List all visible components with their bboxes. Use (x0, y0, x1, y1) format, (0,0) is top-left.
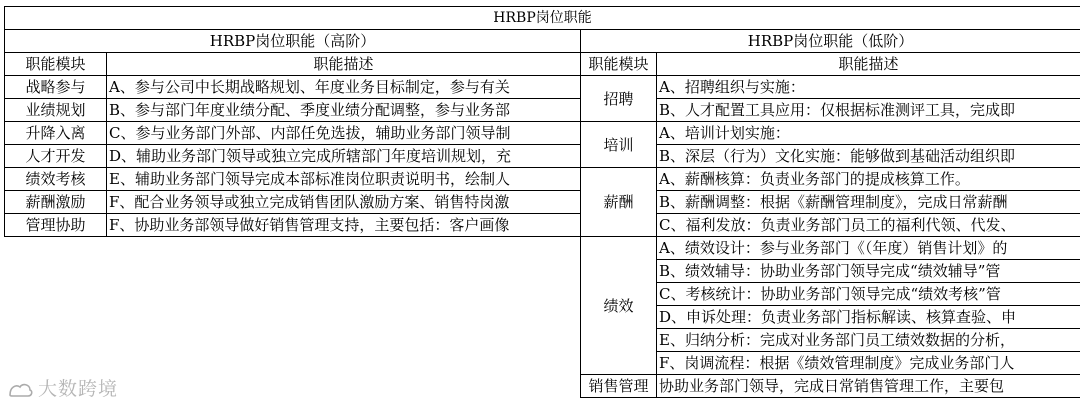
high-desc-cell: B、参与部门年度业绩分配、季度业绩分配调整，参与业务部 (107, 99, 581, 122)
hrbp-table (4, 6, 1080, 398)
low-col-module-header: 职能模块 (581, 53, 657, 76)
high-desc-cell: F、协助业务部领导做好销售管理支持，主要包括：客户画像 (107, 214, 581, 237)
low-module-cell: 绩效 (581, 237, 657, 375)
low-module-cell: 销售管理 (581, 375, 657, 398)
table-title: HRBP岗位职能 (5, 7, 1080, 30)
low-section-title: HRBP岗位职能（低阶） (581, 30, 1080, 53)
watermark-logo-icon (8, 381, 34, 399)
low-desc-cell: B、人才配置工具应用：仅根据标准测评工具，完成即 (657, 99, 1080, 122)
high-col-module-header: 职能模块 (5, 53, 107, 76)
low-module-cell: 薪酬 (581, 168, 657, 237)
high-desc-cell: A、参与公司中长期战略规划、年度业务目标制定，参与有关 (107, 76, 581, 99)
low-col-desc-header: 职能描述 (657, 53, 1080, 76)
high-col-desc-header: 职能描述 (107, 53, 581, 76)
high-module-cell: 管理协助 (5, 214, 107, 237)
low-desc-cell: C、考核统计：协助业务部门领导完成“绩效考核”管 (657, 283, 1080, 306)
low-desc-cell: B、绩效辅导：协助业务部门领导完成“绩效辅导”管 (657, 260, 1080, 283)
high-module-cell: 升降入离 (5, 122, 107, 145)
low-module-cell: 培训 (581, 122, 657, 168)
low-desc-cell: A、培训计划实施： (657, 122, 1080, 145)
low-module-cell: 招聘 (581, 76, 657, 122)
high-desc-cell: F、配合业务领导或独立完成销售团队激励方案、销售特岗激 (107, 191, 581, 214)
low-desc-cell: A、绩效设计：参与业务部门《（年度）销售计划》的 (657, 237, 1080, 260)
low-desc-cell: 协助业务部门领导，完成日常销售管理工作，主要包 (657, 375, 1080, 398)
low-desc-cell: F、岗调流程：根据《绩效管理制度》完成业务部门人 (657, 352, 1080, 375)
high-section-title: HRBP岗位职能（高阶） (5, 30, 581, 53)
high-module-cell: 业绩规划 (5, 99, 107, 122)
high-desc-cell: E、辅助业务部门领导完成本部标准岗位职责说明书，绘制人 (107, 168, 581, 191)
high-desc-cell: C、参与业务部门外部、内部任免选拔，辅助业务部门领导制 (107, 122, 581, 145)
low-desc-cell: C、福利发放：负责业务部门员工的福利代领、代发、 (657, 214, 1080, 237)
watermark: 大数跨境 (8, 374, 118, 401)
low-desc-cell: A、薪酬核算：负责业务部门的提成核算工作。 (657, 168, 1080, 191)
low-desc-cell: B、薪酬调整：根据《薪酬管理制度》，完成日常薪酬 (657, 191, 1080, 214)
low-desc-cell: D、申诉处理：负责业务部门指标解读、核算查验、申 (657, 306, 1080, 329)
high-module-cell: 绩效考核 (5, 168, 107, 191)
low-desc-cell: A、招聘组织与实施： (657, 76, 1080, 99)
high-desc-cell: D、辅助业务部门领导或独立完成所辖部门年度培训规划，充 (107, 145, 581, 168)
high-module-cell: 薪酬激励 (5, 191, 107, 214)
low-desc-cell: B、深层（行为）文化实施：能够做到基础活动组织即 (657, 145, 1080, 168)
high-module-cell: 人才开发 (5, 145, 107, 168)
low-desc-cell: E、归纳分析：完成对业务部门员工绩效数据的分析， (657, 329, 1080, 352)
high-module-cell: 战略参与 (5, 76, 107, 99)
